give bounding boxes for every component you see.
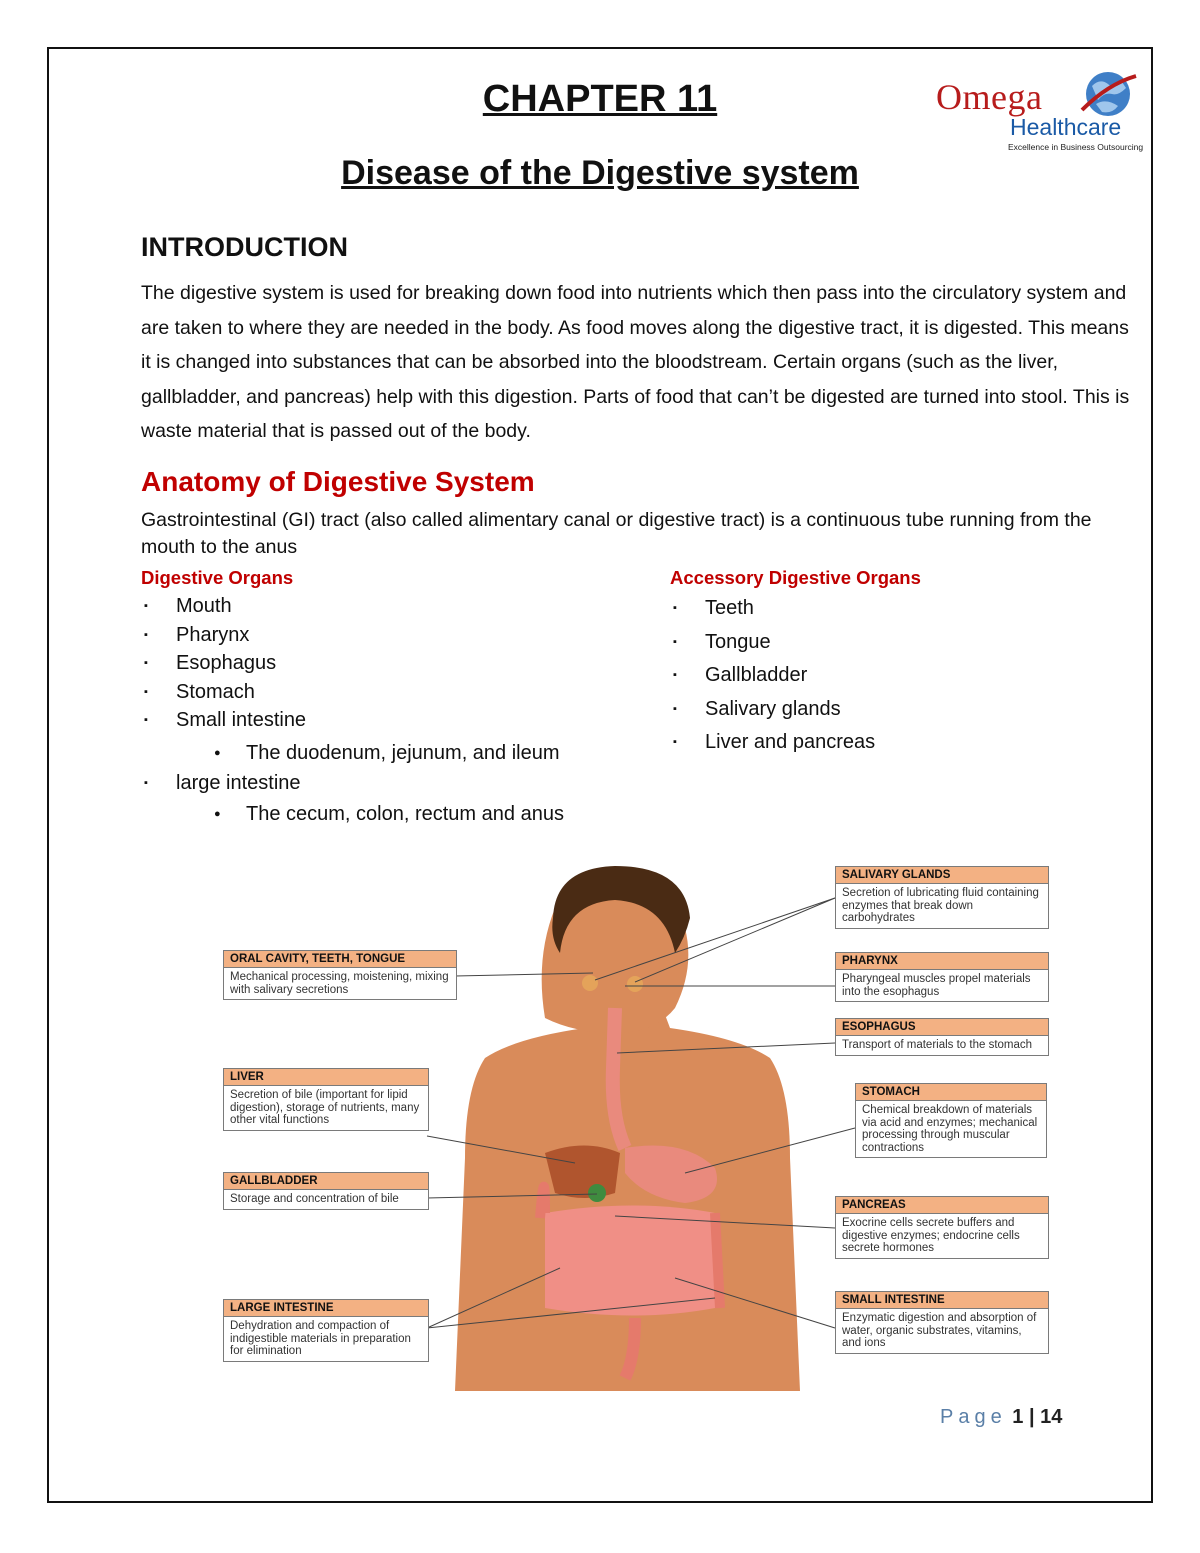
digestive-organs-list — [141, 592, 621, 828]
label-oral-cavity: ORAL CAVITY, TEETH, TONGUE Mechanical processing, moistening, mixing with salivary secretions — [223, 950, 457, 1000]
label-stomach: STOMACH Chemical breakdown of materials via acid and enzymes; mechanical processing through muscular contractions — [855, 1083, 1047, 1158]
list-item: ▪ Salivary glands — [673, 697, 841, 720]
list-item: ▪ Small intestine ● The duodenum, jejunum, and ileum — [141, 706, 621, 767]
digestive-organs-heading: Digestive Organs — [141, 567, 294, 588]
list-item: ▪ Stomach — [144, 680, 255, 703]
sub-list-item: ● The duodenum, jejunum, and ileum — [214, 741, 560, 764]
chapter-title: CHAPTER 11 — [482, 78, 718, 120]
accessory-organs-heading: Accessory Digestive Organs — [670, 567, 921, 588]
label-salivary-glands: SALIVARY GLANDS Secretion of lubricating fluid containing enzymes that break down carbohydrates — [835, 866, 1049, 929]
list-item: ▪ Teeth — [673, 597, 754, 619]
label-gallbladder: GALLBLADDER Storage and concentration of bile — [223, 1172, 429, 1210]
sub-list-item: ● The cecum, colon, rectum and anus — [214, 802, 564, 825]
anatomy-heading: Anatomy of Digestive System — [141, 466, 535, 497]
logo-name: Omega — [936, 77, 1043, 117]
list-item: ▪ Mouth — [144, 595, 232, 617]
list-item: ▪ Esophagus — [144, 652, 277, 674]
label-esophagus: ESOPHAGUS Transport of materials to the stomach — [835, 1018, 1049, 1056]
chapter-subtitle: Disease of the Digestive system — [341, 154, 859, 192]
list-item: ▪ Tongue — [673, 630, 771, 653]
label-pancreas: PANCREAS Exocrine cells secrete buffers and digestive enzymes; endocrine cells secrete hormones — [835, 1196, 1049, 1259]
logo-sub: Healthcare — [1010, 114, 1122, 140]
label-large-intestine: LARGE INTESTINE Dehydration and compaction of indigestible materials in preparation for elimination — [223, 1299, 429, 1362]
logo-tagline: Excellence in Business Outsourcing — [1008, 142, 1144, 152]
introduction-heading: INTRODUCTION — [141, 232, 348, 262]
list-item: ▪ Gallbladder — [673, 664, 808, 686]
list-item: ▪ Pharynx — [144, 623, 250, 646]
page-number: Page 1 | 14 — [940, 1406, 1063, 1428]
label-pharynx: PHARYNX Pharyngeal muscles propel materials into the esophagus — [835, 952, 1049, 1002]
list-item: ▪ large intestine ● The cecum, colon, rectum and anus — [141, 769, 621, 828]
accessory-organs-list — [670, 592, 1090, 760]
list-item: ▪ Liver and pancreas — [673, 731, 876, 753]
omega-healthcare-logo — [930, 62, 1145, 154]
label-small-intestine: SMALL INTESTINE Enzymatic digestion and absorption of water, organic substrates, vitamins, and ions — [835, 1291, 1049, 1354]
digestive-system-diagram — [215, 858, 1055, 1391]
label-liver: LIVER Secretion of bile (important for lipid digestion), storage of nutrients, many other vital functions — [223, 1068, 429, 1131]
introduction-text: The digestive system is used for breaking down food into nutrients which then pass into the circulatory system and are taken to where they are needed in the body. As food moves along the digestive tract, it is digested. This means it is changed into substances that can be absorbed into the bloodstream. Certain organs (such as the liver, gallbladder, and pancreas) help with this digestion. Parts of food that can’t be digested are turned into stool. This is waste material that is passed out of the body. — [141, 282, 1130, 442]
anatomy-text: Gastrointestinal (GI) tract (also called alimentary canal or digestive tract) is a continuous tube running from the mouth to the anus — [141, 509, 1092, 558]
